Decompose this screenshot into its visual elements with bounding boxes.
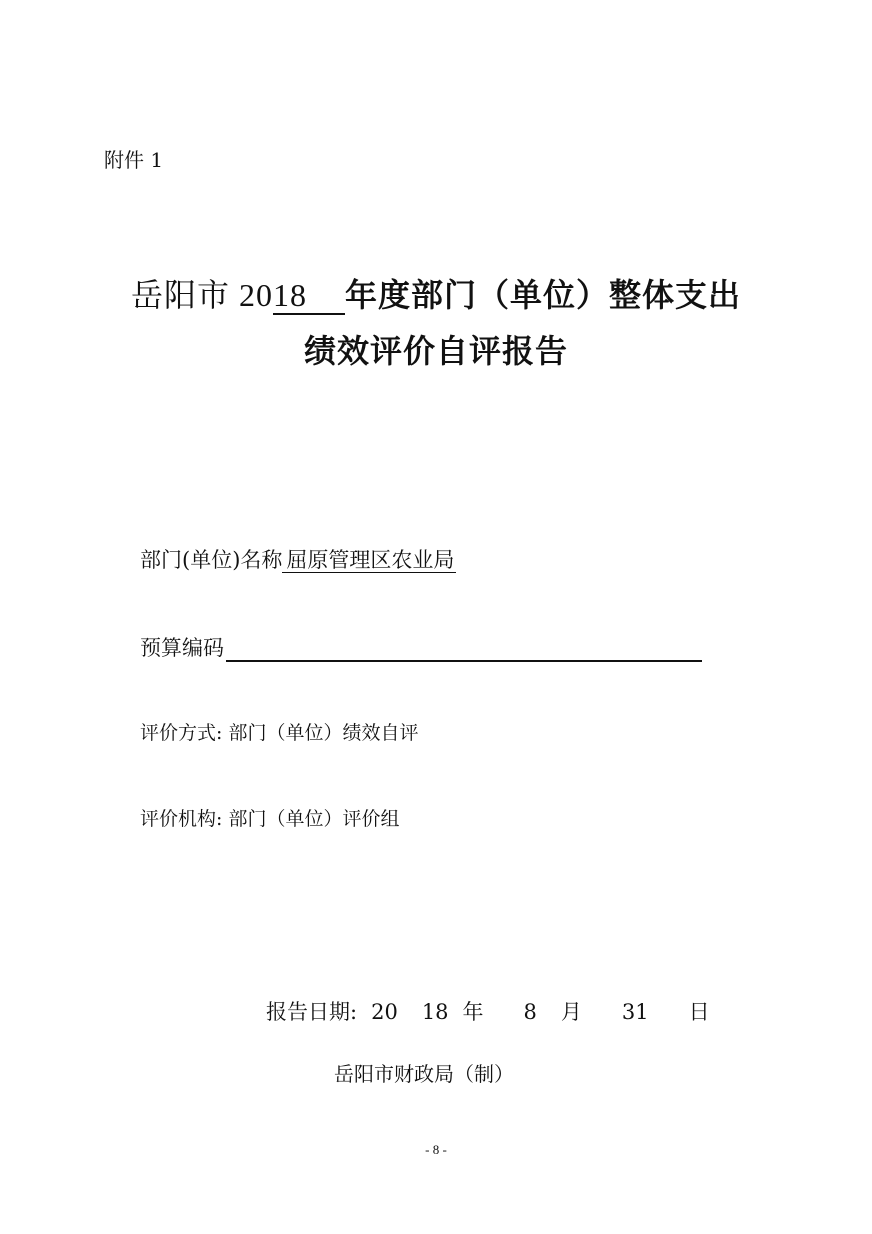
report-date-year-suffix: 18 — [421, 1000, 449, 1024]
report-date-label: 报告日期: — [266, 1000, 358, 1024]
evaluation-org-value: 部门（单位）评价组 — [228, 808, 400, 830]
dept-name-value: 屈原管理区农业局 — [282, 548, 456, 573]
report-title-line-2: 绩效评价自评报告 — [303, 332, 568, 370]
budget-code-field — [140, 632, 702, 662]
evaluation-method-label: 评价方式: — [140, 722, 223, 744]
title-year-prefix: 岳阳市 20 — [130, 277, 273, 313]
page-number: - 8 - — [425, 1142, 447, 1157]
report-title-line-1 — [0, 270, 872, 316]
report-date — [266, 996, 710, 1026]
report-date-day-unit: 日 — [688, 1000, 710, 1024]
report-date-month-unit: 月 — [560, 1000, 582, 1024]
attachment-label: 附件 1 — [104, 148, 164, 172]
title-line1-rest: 年度部门（单位）整体支出 — [345, 276, 742, 314]
budget-code-label: 预算编码 — [140, 636, 224, 660]
evaluation-method-field — [140, 718, 418, 745]
evaluation-org-field — [140, 804, 399, 831]
report-date-month: 8 — [523, 1000, 537, 1024]
title-year-suffix: 18 — [273, 278, 345, 315]
issuer: 岳阳市财政局（制） — [334, 1062, 514, 1086]
evaluation-method-value: 部门（单位）绩效自评 — [228, 722, 419, 744]
evaluation-org-label: 评价机构: — [140, 808, 223, 830]
dept-name-field — [140, 544, 456, 574]
dept-name-label: 部门(单位)名称 — [140, 548, 283, 572]
report-date-year-prefix: 20 — [371, 1000, 398, 1024]
report-date-day: 31 — [621, 1000, 649, 1024]
budget-code-value — [226, 638, 702, 662]
report-date-year-unit: 年 — [462, 1000, 484, 1024]
